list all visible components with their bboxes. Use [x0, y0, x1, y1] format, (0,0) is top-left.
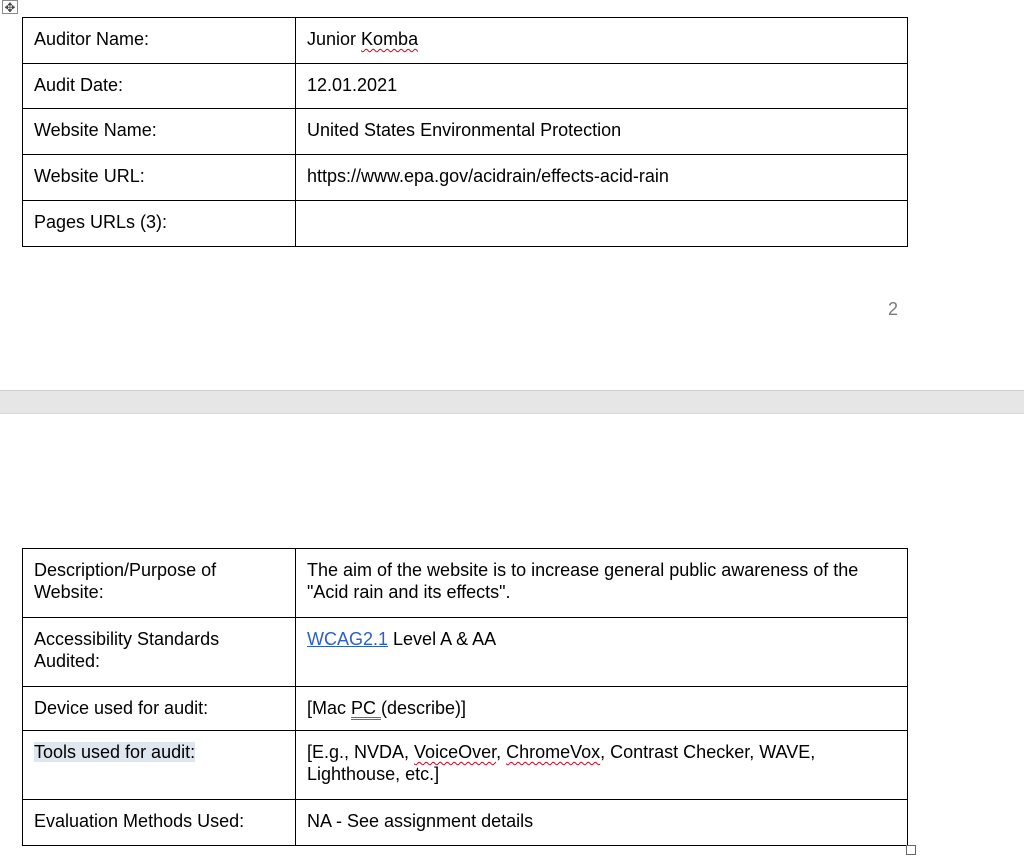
auditor-name-value: Junior Komba — [307, 29, 419, 49]
pages-urls-label: Pages URLs (3): — [34, 212, 168, 232]
device-value: [Mac PC (describe)] — [307, 698, 467, 718]
audit-details-table — [22, 548, 908, 846]
label-cell[interactable] — [23, 800, 296, 846]
table-row — [23, 549, 908, 618]
tools-label: Tools used for audit: — [34, 742, 196, 762]
table-row — [23, 800, 908, 846]
table-move-handle-icon[interactable]: ✥ — [2, 0, 18, 14]
spellcheck-flag: Komba — [361, 29, 419, 49]
description-label: Description/Purpose of Website: — [34, 560, 217, 602]
website-url-label: Website URL: — [34, 166, 145, 186]
evaluation-methods-label: Evaluation Methods Used: — [34, 811, 245, 831]
tools-value: [E.g., NVDA, VoiceOver, ChromeVox, Contrast Checker, WAVE, Lighthouse, etc.] — [307, 742, 816, 784]
value-cell[interactable] — [296, 64, 908, 109]
spellcheck-flag: VoiceOver — [414, 742, 497, 762]
table-row — [23, 64, 908, 109]
label-cell[interactable] — [23, 155, 296, 201]
audit-info-table — [22, 17, 908, 247]
table-row — [23, 18, 908, 64]
standards-value: WCAG2.1 Level A & AA — [307, 629, 497, 649]
evaluation-methods-value: NA - See assignment details — [307, 811, 534, 831]
audit-date-label: Audit Date: — [34, 75, 124, 95]
table-row — [23, 731, 908, 800]
grammar-flag: PC — [351, 698, 382, 718]
value-cell[interactable] — [296, 731, 908, 800]
label-cell[interactable] — [23, 201, 296, 247]
audit-date-value: 12.01.2021 — [307, 75, 398, 95]
value-cell[interactable] — [296, 549, 908, 618]
value-cell[interactable] — [296, 18, 908, 64]
label-cell[interactable] — [23, 687, 296, 731]
label-cell[interactable] — [23, 18, 296, 64]
value-cell[interactable] — [296, 687, 908, 731]
website-name-label: Website Name: — [34, 120, 157, 140]
table-row — [23, 201, 908, 247]
table-row — [23, 618, 908, 687]
value-cell[interactable] — [296, 618, 908, 687]
page-break-divider — [0, 390, 1024, 414]
description-value: The aim of the website is to increase general public awareness of the "Acid rain and its effects". — [307, 560, 859, 602]
auditor-name-label: Auditor Name: — [34, 29, 150, 49]
wcag-link[interactable]: WCAG2.1 — [307, 629, 389, 649]
label-cell[interactable] — [23, 549, 296, 618]
table-row — [23, 155, 908, 201]
value-cell[interactable] — [296, 201, 908, 247]
label-cell[interactable] — [23, 64, 296, 109]
label-cell[interactable] — [23, 731, 296, 800]
value-cell[interactable] — [296, 800, 908, 846]
table-row — [23, 109, 908, 155]
page-number: 2 — [888, 299, 899, 319]
label-cell[interactable] — [23, 109, 296, 155]
value-cell[interactable] — [296, 155, 908, 201]
standards-label: Accessibility Standards Audited: — [34, 629, 220, 671]
website-url-value: https://www.epa.gov/acidrain/effects-acid-rain — [307, 166, 669, 186]
table-row — [23, 687, 908, 731]
value-cell[interactable] — [296, 109, 908, 155]
label-cell[interactable] — [23, 618, 296, 687]
device-label: Device used for audit: — [34, 698, 209, 718]
table-resize-handle-icon[interactable] — [906, 845, 916, 855]
spellcheck-flag: ChromeVox — [506, 742, 601, 762]
website-name-value: United States Environmental Protection — [307, 120, 622, 140]
